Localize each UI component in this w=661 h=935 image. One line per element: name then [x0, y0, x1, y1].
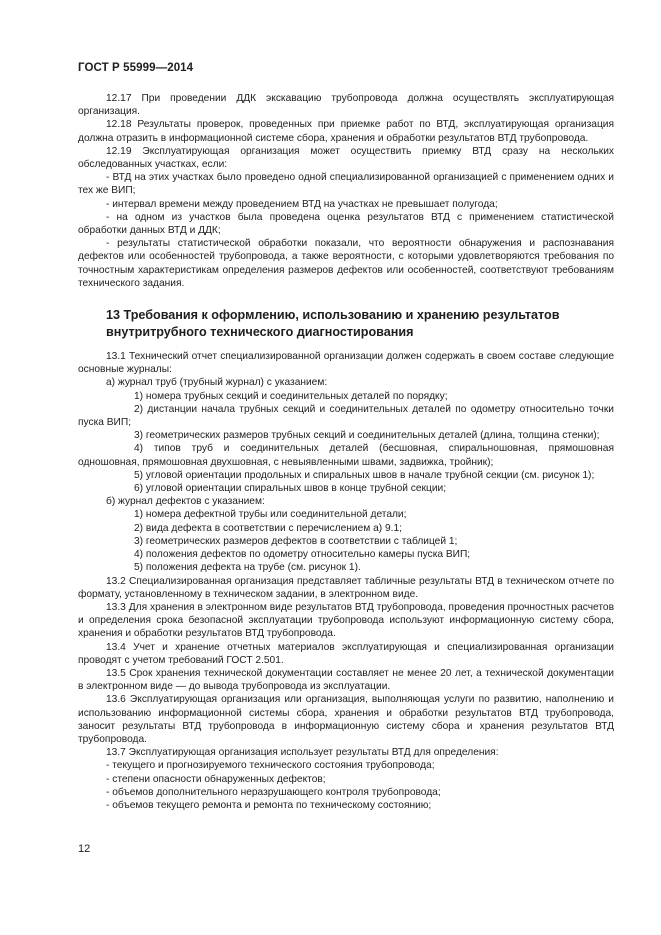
paragraph: - ВТД на этих участках было проведено одной специализированной организацией с применением одних и тех же ВИП;	[78, 172, 614, 197]
paragraph: 6) угловой ориентации спиральных швов в конце трубной секции;	[134, 483, 447, 495]
section-spacer	[78, 290, 614, 307]
paragraph: 3) геометрических размеров трубных секций и соединительных деталей (длина, толщина стенки);	[134, 430, 600, 442]
paragraph: 4) положения дефектов по одометру относительно камеры пуска ВИП;	[134, 549, 471, 561]
paragraph: 1) номера трубных секций и соединительных деталей по порядку;	[134, 390, 448, 402]
paragraph: 3) геометрических размеров дефектов в соответствии с таблицей 1;	[134, 535, 458, 547]
paragraph: 4) типов труб и соединительных деталей (бесшовная, спиральношовная, прямошовная одношовная, прямошовная двухшовная, с невыявленными швами, задвижка, тройник);	[78, 443, 614, 468]
paragraph: 12.17 При проведении ДДК экскавацию трубопровода должна осуществлять эксплуатирующая организация.	[78, 93, 614, 118]
paragraph: 13.1 Технический отчет специализированной организации должен содержать в своем составе следующие основные журналы:	[78, 351, 614, 376]
document-code-header: ГОСТ Р 55999—2014	[78, 62, 194, 74]
paragraph: 12.19 Эксплуатирующая организация может осуществить приемку ВТД сразу на нескольких обследованных участках, если:	[78, 145, 614, 171]
paragraph: - объемов текущего ремонта и ремонта по техническому состоянию;	[106, 799, 432, 811]
paragraph: - текущего и прогнозируемого технического состояния трубопровода;	[106, 760, 435, 772]
paragraph: - на одном из участков была проведена оценка результатов ВТД с применением статистической обработки данных ВТД и ДДК;	[78, 211, 614, 237]
paragraph: 12.18 Результаты проверок, проведенных при приемке работ по ВТД, эксплуатирующая организация должна отразить в информационной системе сбора, хранения и обработки результатов ВТД трубопровода.	[78, 119, 614, 144]
paragraph: 5) угловой ориентации продольных и спиральных швов в начале трубной секции (см. рисунок 1);	[134, 469, 595, 481]
clause-13-block	[78, 350, 614, 812]
paragraph: 1) номера дефектной трубы или соединительной детали;	[134, 509, 407, 521]
paragraph: - степени опасности обнаруженных дефектов;	[106, 773, 326, 785]
paragraph: 2) дистанции начала трубных секций и соединительных деталей по одометру относительно точки пуска ВИП;	[78, 403, 614, 429]
paragraph: 13.4 Учет и хранение отчетных материалов эксплуатирующая и специализированная организации проводят с учетом требований ГОСТ 2.501.	[78, 641, 614, 666]
paragraph: - объемов дополнительного неразрушающего контроля трубопровода;	[106, 786, 441, 798]
paragraph: а) журнал труб (трубный журнал) с указанием:	[106, 377, 328, 389]
section-13-title: 13 Требования к оформлению, использованию и хранению результатов внутритрубного технического диагностирования	[106, 308, 560, 339]
paragraph: 5) положения дефекта на трубе (см. рисунок 1).	[134, 562, 361, 574]
paragraph: 13.2 Специализированная организация представляет табличные результаты ВТД в техническом отчете по формату, установленному в техническом задании, в электронном виде.	[78, 575, 614, 600]
clause-12-block	[78, 92, 614, 290]
paragraph: - интервал времени между проведением ВТД на участках не превышает полугода;	[106, 198, 498, 210]
paragraph: 2) вида дефекта в соответствии с перечислением а) 9.1;	[134, 522, 402, 534]
paragraph: б) журнал дефектов с указанием:	[106, 496, 265, 508]
paragraph: - результаты статистической обработки показали, что вероятности обнаружения и распознавания дефектов или особенностей трубопровода, а также вероятности, с которыми удовлетворяются требования по точностным характеристикам определения размеров дефектов или особенностей, соответствуют требованиям технического задания.	[78, 238, 614, 289]
page-number: 12	[78, 843, 91, 855]
paragraph: 13.3 Для хранения в электронном виде результатов ВТД трубопровода, проведения прочностных расчетов и определения срока безопасной эксплуатации трубопровода используют информационную систему сбора, хранения и обработки результатов ВТД трубопровода.	[78, 601, 614, 640]
paragraph: 13.7 Эксплуатирующая организация использует результаты ВТД для определения:	[106, 747, 499, 759]
paragraph: 13.6 Эксплуатирующая организация или организация, выполняющая услуги по развитию, наполнению и использованию информационной системы сбора, хранения и обработки результатов ВТД трубопровода, заносит результаты ВТД трубопровода в информационную систему сбора и хранения результатов ВТД трубопровода.	[78, 694, 614, 745]
paragraph: 13.5 Срок хранения технической документации составляет не менее 20 лет, а технической документации в электронном виде — до вывода трубопровода из эксплуатации.	[78, 667, 614, 693]
page-content	[78, 92, 614, 812]
